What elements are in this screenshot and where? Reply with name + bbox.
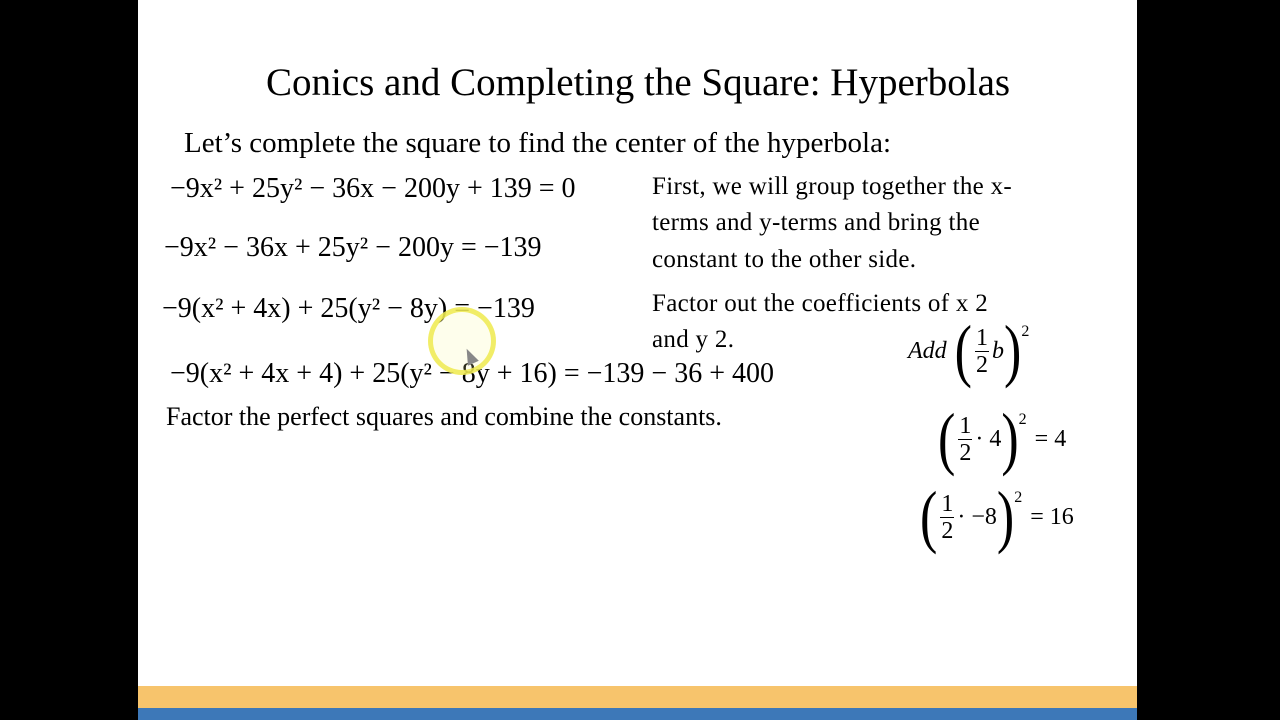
formula-y-term (920, 478, 1074, 556)
fraction-numerator: 1 (959, 413, 972, 439)
formula-factor: · −8 (957, 504, 997, 530)
group-note-line-1: First, we will group together the x- (652, 173, 1013, 200)
fraction (958, 413, 972, 466)
left-paren: ( (954, 312, 972, 390)
equation-2: −9x² − 36x + 25y² − 200y = −139 (164, 232, 542, 263)
cursor-highlight (428, 307, 496, 375)
fraction-denominator: 2 (941, 518, 954, 544)
right-paren: ) (1004, 312, 1022, 390)
slide (138, 0, 1137, 720)
factor-note-line-1: Factor out the coefficients of x 2 (652, 290, 989, 317)
fraction-numerator: 1 (941, 491, 954, 517)
fraction (940, 491, 954, 544)
right-paren: ) (1001, 400, 1019, 478)
footer-stripe-gold (138, 686, 1137, 708)
group-note-line-3: constant to the other side. (652, 246, 917, 273)
group-note-line-2: terms and y-terms and bring the (652, 209, 980, 236)
add-formula (908, 312, 1030, 390)
equation-4: −9(x² + 4x + 4) + 25(y² − 8y + 16) = −139 − 36 + 400 (170, 358, 774, 389)
left-paren: ( (920, 478, 938, 556)
fraction-denominator: 2 (959, 440, 972, 466)
formula-result: = 4 (1034, 426, 1067, 452)
exponent: 2 (1014, 489, 1023, 506)
slide-title: Conics and Completing the Square: Hyperbolas (265, 61, 1011, 104)
fraction-numerator: 1 (976, 325, 988, 351)
footer-stripe-blue (138, 708, 1137, 720)
add-variable: b (992, 338, 1004, 364)
factor-note-line-2: and y 2. (652, 326, 735, 353)
equation-1: −9x² + 25y² − 36x − 200y + 139 = 0 (170, 173, 576, 204)
add-word: Add (908, 338, 947, 364)
equation-3: −9(x² + 4x) + 25(y² − 8y) = −139 (162, 293, 535, 324)
perfect-squares-note: Factor the perfect squares and combine the constants. (166, 402, 722, 431)
formula-factor: · 4 (975, 426, 1002, 452)
fraction-denominator: 2 (976, 352, 988, 378)
exponent: 2 (1021, 323, 1030, 340)
fraction (975, 325, 989, 378)
left-paren: ( (938, 400, 956, 478)
right-paren: ) (996, 478, 1015, 556)
intro-text: Let’s complete the square to find the center of the hyperbola: (184, 127, 892, 159)
exponent: 2 (1018, 411, 1027, 428)
formula-result: = 16 (1030, 504, 1074, 530)
formula-x-term (938, 400, 1067, 478)
